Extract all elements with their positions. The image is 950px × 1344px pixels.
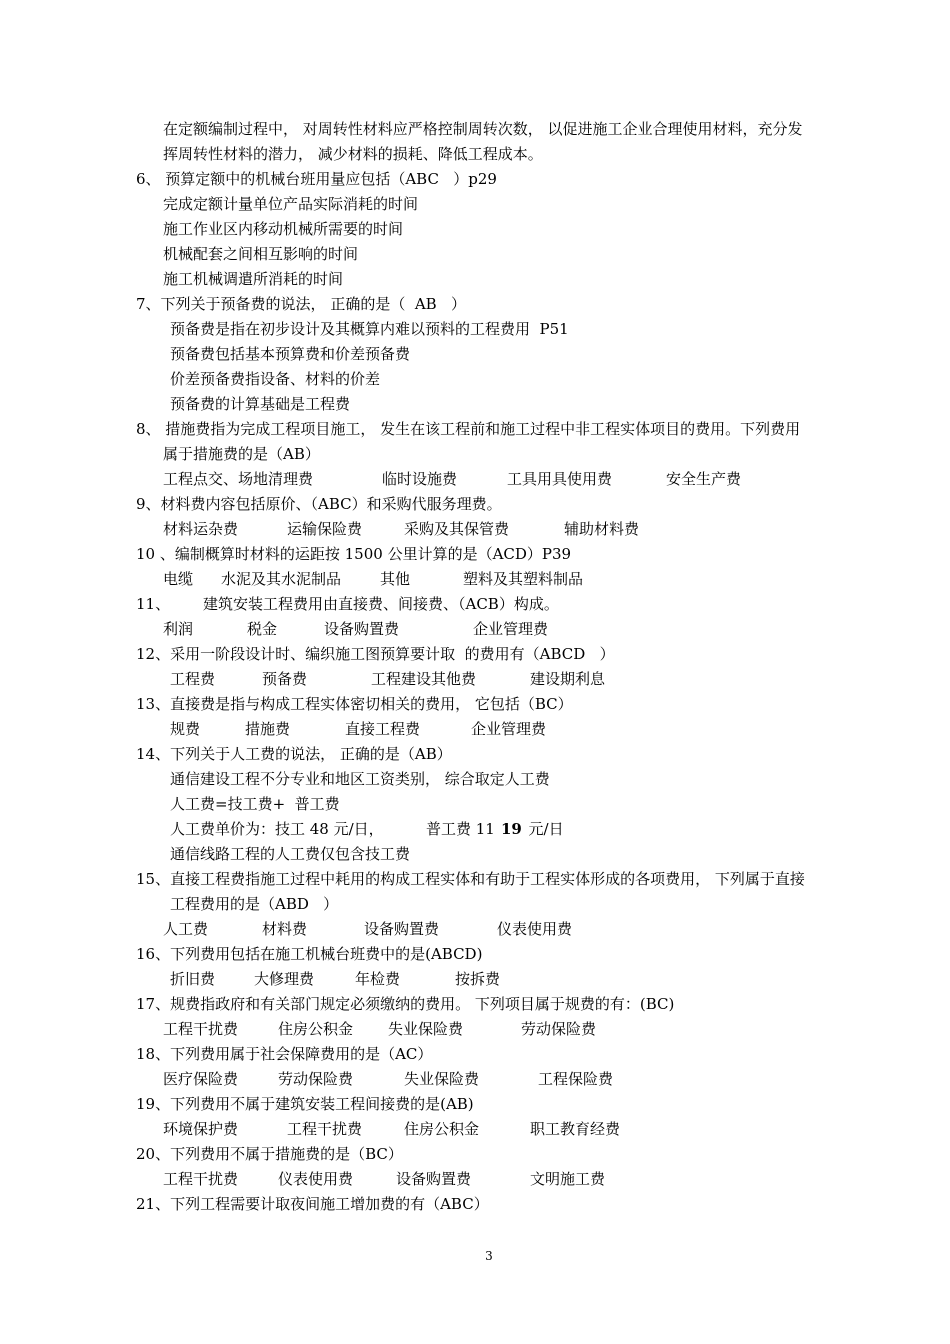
- option: 失业保险费: [404, 1070, 480, 1088]
- option-line: 预备费包括基本预算费和价差预备费: [170, 345, 411, 363]
- option: 医疗保险费: [163, 1070, 239, 1088]
- question-11: 建筑安装工程费用由直接费、间接费、（ACB）构成。: [203, 595, 559, 613]
- question-6: 6、 预算定额中的机械台班用量应包括（ABC ）p29: [136, 170, 497, 188]
- question-16: 16、下列费用包括在施工机械台班费中的是(ABCD): [136, 945, 483, 963]
- question-17: 17、规费指政府和有关部门规定必须缴纳的费用。 下列项目属于规费的有：(BC): [136, 995, 675, 1013]
- option: 设备购置费: [364, 920, 440, 938]
- option-line: 施工机械调遣所消耗的时间: [163, 270, 344, 288]
- question-12: 12、采用一阶段设计时、编织施工图预算要计取 的费用有（ABCD ）: [136, 645, 615, 663]
- option-line: 通信建设工程不分专业和地区工资类别， 综合取定人工费: [170, 770, 550, 788]
- question-14: 14、下列关于人工费的说法， 正确的是（AB）: [136, 745, 452, 763]
- option: 利润: [163, 620, 194, 638]
- option: 水泥及其水泥制品: [221, 570, 342, 588]
- option-line: 机械配套之间相互影响的时间: [163, 245, 359, 263]
- option: 设备购置费: [324, 620, 400, 638]
- option: 安全生产费: [666, 470, 742, 488]
- option: 年检费: [355, 970, 401, 988]
- option: 失业保险费: [388, 1020, 464, 1038]
- question-15-continuation: 工程费用的是（ABD ）: [170, 895, 339, 913]
- question-9: 9、材料费内容包括原价、（ABC）和采购代服务理费。: [136, 495, 502, 513]
- option: 塑料及其塑料制品: [463, 570, 584, 588]
- question-21: 21、下列工程需要计取夜间施工增加费的有（ABC）: [136, 1195, 489, 1213]
- option: 企业管理费: [473, 620, 549, 638]
- option: 住房公积金: [278, 1020, 354, 1038]
- option: 预备费: [262, 670, 308, 688]
- option: 文明施工费: [530, 1170, 606, 1188]
- option: 采购及其保管费: [404, 520, 510, 538]
- option-text: 人工费单价为：技工 48 元/日，: [170, 820, 384, 838]
- option: 工程费: [170, 670, 216, 688]
- question-18: 18、下列费用属于社会保障费用的是（AC）: [136, 1045, 433, 1063]
- question-19: 19、下列费用不属于建筑安装工程间接费的是(AB): [136, 1095, 474, 1113]
- question-8: 8、 措施费指为完成工程项目施工， 发生在该工程前和施工过程中非工程实体项目的费用。下列费用: [136, 420, 801, 438]
- option-text: 元/日: [519, 820, 564, 838]
- option-line: 预备费的计算基础是工程费: [170, 395, 351, 413]
- option-text: 普工费 11: [426, 820, 500, 838]
- option: 工程建设其他费: [371, 670, 477, 688]
- option: 大修理费: [254, 970, 315, 988]
- option: 职工教育经费: [530, 1120, 621, 1138]
- option: 措施费: [245, 720, 291, 738]
- option: 折旧费: [170, 970, 216, 988]
- option: 税金: [247, 620, 278, 638]
- option: 住房公积金: [404, 1120, 480, 1138]
- option: 按拆费: [455, 970, 501, 988]
- option: 工程干扰费: [163, 1170, 239, 1188]
- option: 材料运杂费: [163, 520, 239, 538]
- text-line: 挥周转性材料的潜力， 减少材料的损耗、降低工程成本。: [163, 145, 543, 163]
- option-line: 通信线路工程的人工费仅包含技工费: [170, 845, 411, 863]
- question-20: 20、下列费用不属于措施费的是（BC）: [136, 1145, 403, 1163]
- question-10: 10 、编制概算时材料的运距按 1500 公里计算的是（ACD）P39: [136, 545, 572, 563]
- option: 仪表使用费: [497, 920, 573, 938]
- option-line: 人工费=技工费+ 普工费: [170, 795, 340, 813]
- option-line: 价差预备费指设备、材料的价差: [170, 370, 381, 388]
- option: 运输保险费: [287, 520, 363, 538]
- option: 工程干扰费: [287, 1120, 363, 1138]
- option-line: 施工作业区内移动机械所需要的时间: [163, 220, 404, 238]
- option: 仪表使用费: [278, 1170, 354, 1188]
- text-line: 在定额编制过程中， 对周转性材料应严格控制周转次数， 以促进施工企业合理使用材料，充分发: [163, 120, 803, 138]
- option: 材料费: [262, 920, 308, 938]
- option: 规费: [170, 720, 201, 738]
- option: 劳动保险费: [521, 1020, 597, 1038]
- option: 人工费: [163, 920, 209, 938]
- option: 工具用具使用费: [507, 470, 613, 488]
- question-8-continuation: 属于措施费的是（AB）: [163, 445, 320, 463]
- option: 设备购置费: [396, 1170, 472, 1188]
- option: 劳动保险费: [278, 1070, 354, 1088]
- option-line: 完成定额计量单位产品实际消耗的时间: [163, 195, 419, 213]
- option: 直接工程费: [345, 720, 421, 738]
- question-15: 15、直接工程费指施工过程中耗用的构成工程实体和有助于工程实体形成的各项费用， 下列属于直接: [136, 870, 805, 888]
- option-line: 预备费是指在初步设计及其概算内难以预料的工程费用 P51: [170, 320, 569, 338]
- option: 企业管理费: [471, 720, 547, 738]
- option: 环境保护费: [163, 1120, 239, 1138]
- option: 工程干扰费: [163, 1020, 239, 1038]
- option: 工程点交、场地清理费: [163, 470, 314, 488]
- question-7: 7、下列关于预备费的说法， 正确的是（ AB ）: [136, 295, 467, 313]
- option: 其他: [380, 570, 411, 588]
- option: 建设期利息: [530, 670, 606, 688]
- question-13: 13、直接费是指与构成工程实体密切相关的费用， 它包括（BC）: [136, 695, 573, 713]
- question-11-number: 11、: [136, 595, 171, 613]
- option: 工程保险费: [538, 1070, 614, 1088]
- page-number: 3: [485, 1249, 493, 1263]
- option: 辅助材料费: [564, 520, 640, 538]
- option-text-bold: 19: [501, 820, 522, 838]
- option: 临时设施费: [382, 470, 458, 488]
- option: 电缆: [163, 570, 194, 588]
